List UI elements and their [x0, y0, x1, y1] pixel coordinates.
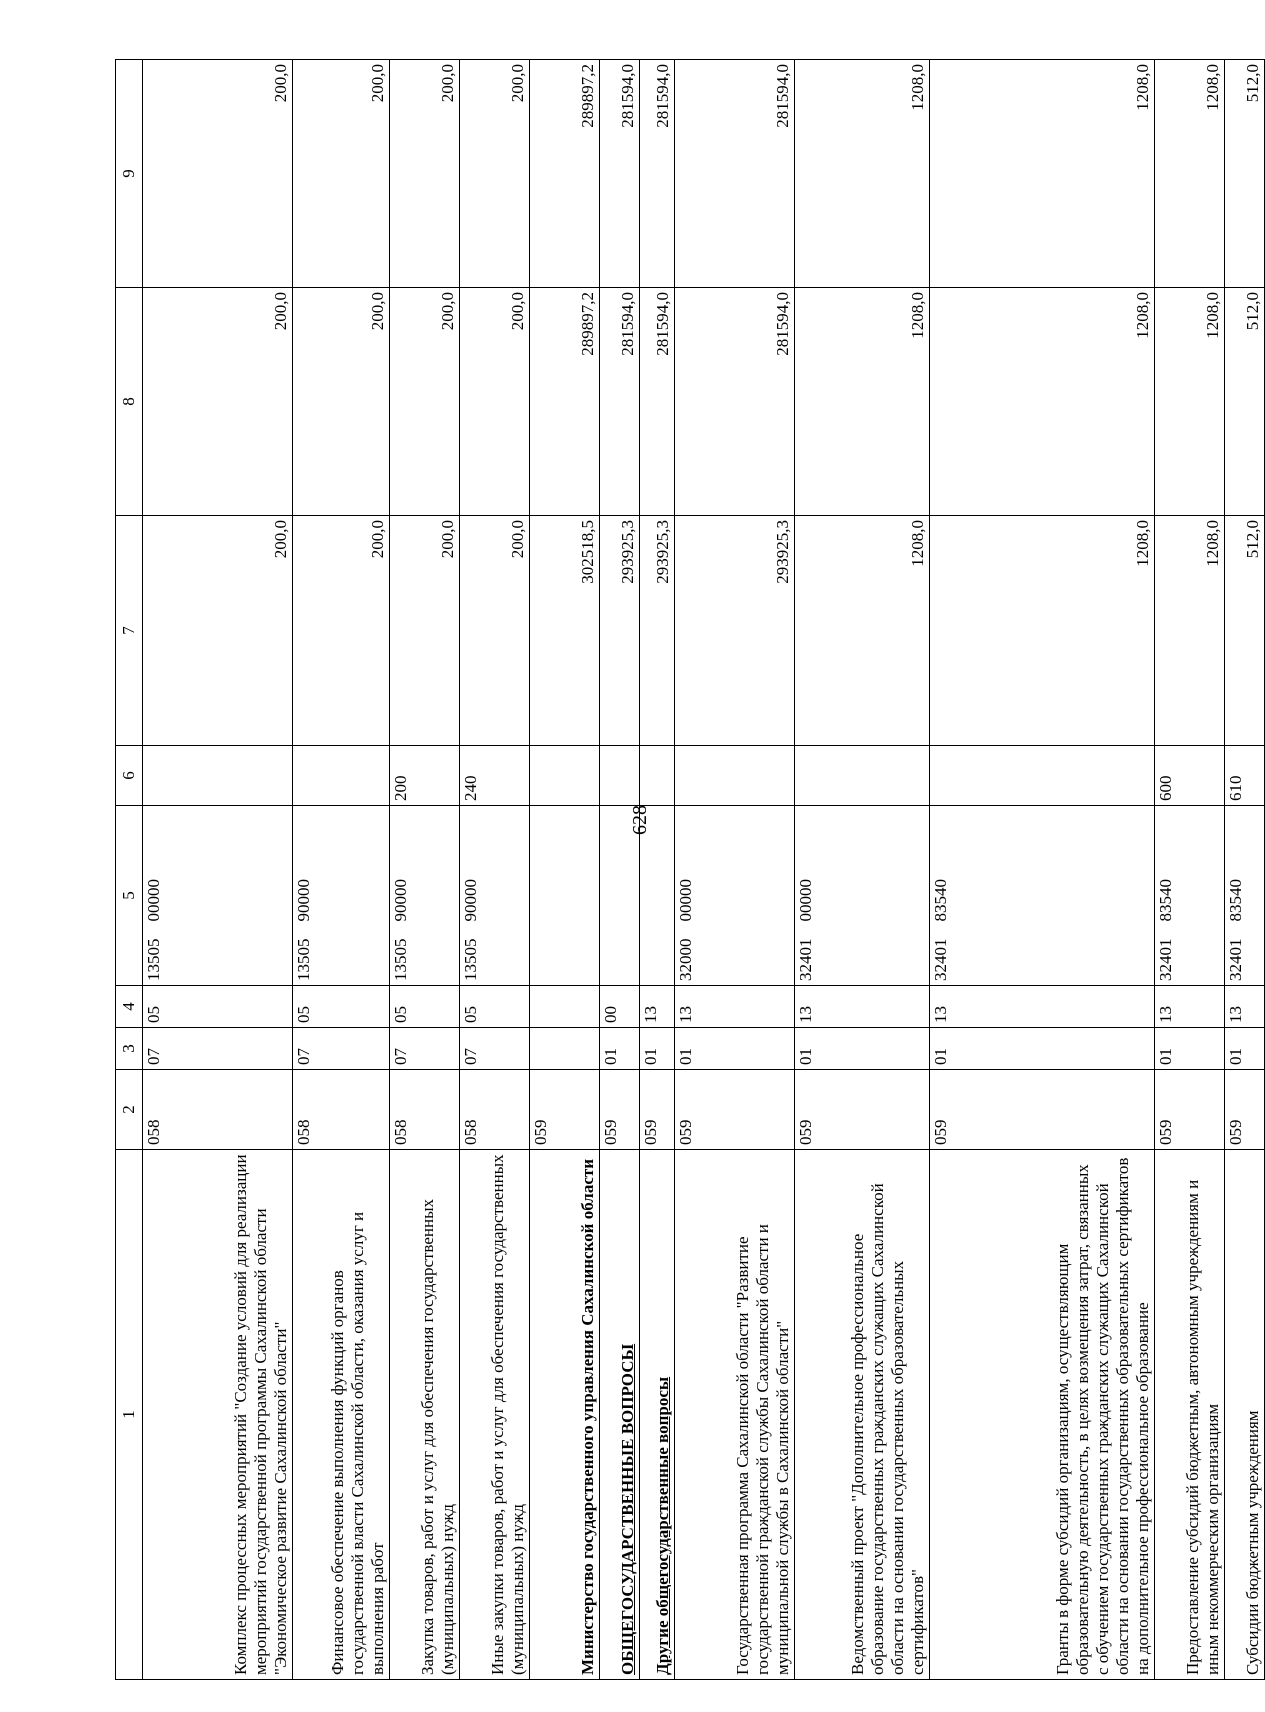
table-row: [460, 60, 530, 1680]
row-section-cell: 01: [640, 1028, 675, 1070]
column-header: 6: [116, 746, 143, 806]
column-number-row: [116, 60, 143, 1680]
row-amount-cell: 289897,2: [530, 288, 600, 516]
row-amount-cell: 293925,3: [675, 516, 795, 746]
row-amount-cell: 200,0: [293, 60, 390, 288]
row-expense-type-cell: [675, 746, 795, 806]
row-amount-cell: 281594,0: [640, 288, 675, 516]
row-subsection-cell: 13: [1225, 986, 1265, 1028]
row-name-cell: ОБЩЕГОСУДАРСТВЕННЫЕ ВОПРОСЫ: [600, 1150, 640, 1680]
row-program-cell: 32000 00000: [675, 806, 795, 986]
row-amount-cell: 1208,0: [1155, 60, 1225, 288]
row-subsection-cell: 13: [675, 986, 795, 1028]
row-code-cell: 058: [390, 1070, 460, 1150]
row-amount-cell: 281594,0: [640, 60, 675, 288]
row-code-cell: 058: [460, 1070, 530, 1150]
row-amount-cell: 1208,0: [795, 516, 930, 746]
row-amount-cell: 1208,0: [1155, 288, 1225, 516]
row-amount-cell: 200,0: [293, 288, 390, 516]
row-code-cell: 059: [600, 1070, 640, 1150]
table-row: [930, 60, 1155, 1680]
row-amount-cell: 1208,0: [795, 60, 930, 288]
row-section-cell: 01: [1225, 1028, 1265, 1070]
row-subsection-cell: 05: [390, 986, 460, 1028]
row-subsection-cell: 13: [640, 986, 675, 1028]
row-program-cell: [640, 806, 675, 986]
row-subsection-cell: 13: [795, 986, 930, 1028]
row-expense-type-cell: [930, 746, 1155, 806]
row-expense-type-cell: [795, 746, 930, 806]
row-amount-cell: 281594,0: [600, 288, 640, 516]
row-code-cell: 059: [675, 1070, 795, 1150]
row-name-cell: Иные закупки товаров, работ и услуг для обеспечения государственных (муниципальных) нужд: [460, 1150, 530, 1680]
row-expense-type-cell: [600, 746, 640, 806]
row-expense-type-cell: 610: [1225, 746, 1265, 806]
row-amount-cell: 200,0: [143, 60, 293, 288]
row-name-cell: Государственная программа Сахалинской области "Развитие государственной гражданской службы Сахалинской области и муниципальной службы в Сахалинской области": [675, 1150, 795, 1680]
row-amount-cell: 281594,0: [675, 60, 795, 288]
column-header: 4: [116, 986, 143, 1028]
table-row: [143, 60, 293, 1680]
row-program-cell: 13505 90000: [460, 806, 530, 986]
table-body: [143, 60, 1265, 1680]
row-amount-cell: 1208,0: [930, 60, 1155, 288]
row-code-cell: 059: [640, 1070, 675, 1150]
row-expense-type-cell: 200: [390, 746, 460, 806]
row-name-cell: Комплекс процессных мероприятий "Создание условий для реализации мероприятий государственной программы Сахалинской области "Экономическое развитие Сахалинской области": [143, 1150, 293, 1680]
row-name-cell: Другие общегосударственные вопросы: [640, 1150, 675, 1680]
row-amount-cell: 281594,0: [600, 60, 640, 288]
row-name-cell: Гранты в форме субсидий организациям, осуществляющим образовательную деятельность, в целях возмещения затрат, связанных с обучением государственных гражданских служащих Сахалинской области на основании государственных образовательных сертификатов на дополнительное профессиональное образование: [930, 1150, 1155, 1680]
row-amount-cell: 289897,2: [530, 60, 600, 288]
row-expense-type-cell: [640, 746, 675, 806]
row-expense-type-cell: [143, 746, 293, 806]
row-program-cell: [600, 806, 640, 986]
row-amount-cell: 200,0: [143, 288, 293, 516]
row-name-cell: Ведомственный проект "Дополнительное профессиональное образование государственных гражданских служащих Сахалинской области на основании государственных образовательных сертификатов": [795, 1150, 930, 1680]
budget-sheet: [115, 60, 1262, 1680]
row-program-cell: 32401 00000: [795, 806, 930, 986]
row-expense-type-cell: 600: [1155, 746, 1225, 806]
table-row: [795, 60, 930, 1680]
column-header: 8: [116, 288, 143, 516]
row-section-cell: 01: [600, 1028, 640, 1070]
row-amount-cell: 512,0: [1225, 60, 1265, 288]
column-header: 5: [116, 806, 143, 986]
row-amount-cell: 200,0: [143, 516, 293, 746]
row-code-cell: 059: [930, 1070, 1155, 1150]
row-amount-cell: 200,0: [460, 288, 530, 516]
row-expense-type-cell: [530, 746, 600, 806]
page-number: 628: [629, 805, 651, 835]
row-amount-cell: 293925,3: [600, 516, 640, 746]
table-row: [390, 60, 460, 1680]
row-amount-cell: 293925,3: [640, 516, 675, 746]
row-name-cell: Финансовое обеспечение выполнения функций органов государственной власти Сахалинской области, оказания услуг и выполнения работ: [293, 1150, 390, 1680]
row-subsection-cell: 05: [143, 986, 293, 1028]
row-subsection-cell: 00: [600, 986, 640, 1028]
row-amount-cell: 200,0: [390, 60, 460, 288]
row-section-cell: 07: [143, 1028, 293, 1070]
table-row: [293, 60, 390, 1680]
row-amount-cell: 281594,0: [675, 288, 795, 516]
row-code-cell: 059: [530, 1070, 600, 1150]
row-code-cell: 058: [293, 1070, 390, 1150]
column-header: 7: [116, 516, 143, 746]
row-program-cell: [530, 806, 600, 986]
row-name-cell: Предоставление субсидий бюджетным, автономным учреждениям и иным некоммерческим организациям: [1155, 1150, 1225, 1680]
row-subsection-cell: 13: [930, 986, 1155, 1028]
row-subsection-cell: 05: [293, 986, 390, 1028]
column-header: 3: [116, 1028, 143, 1070]
row-program-cell: 32401 83540: [1225, 806, 1265, 986]
table-row: [1225, 60, 1265, 1680]
row-expense-type-cell: [293, 746, 390, 806]
row-subsection-cell: [530, 986, 600, 1028]
column-header: 2: [116, 1070, 143, 1150]
row-section-cell: 01: [930, 1028, 1155, 1070]
row-code-cell: 059: [795, 1070, 930, 1150]
row-expense-type-cell: 240: [460, 746, 530, 806]
row-amount-cell: 200,0: [390, 288, 460, 516]
row-amount-cell: 1208,0: [795, 288, 930, 516]
row-amount-cell: 200,0: [460, 516, 530, 746]
row-section-cell: 07: [460, 1028, 530, 1070]
row-section-cell: 01: [795, 1028, 930, 1070]
row-amount-cell: 1208,0: [1155, 516, 1225, 746]
row-section-cell: 07: [390, 1028, 460, 1070]
row-amount-cell: 302518,5: [530, 516, 600, 746]
row-amount-cell: 512,0: [1225, 288, 1265, 516]
row-program-cell: 13505 90000: [390, 806, 460, 986]
row-program-cell: 32401 83540: [1155, 806, 1225, 986]
row-subsection-cell: 13: [1155, 986, 1225, 1028]
table-row: [530, 60, 600, 1680]
row-name-cell: Субсидии бюджетным учреждениям: [1225, 1150, 1265, 1680]
column-header: 1: [116, 1150, 143, 1680]
row-amount-cell: 200,0: [460, 60, 530, 288]
row-name-cell: Закупка товаров, работ и услуг для обеспечения государственных (муниципальных) нужд: [390, 1150, 460, 1680]
row-section-cell: 07: [293, 1028, 390, 1070]
row-section-cell: 01: [675, 1028, 795, 1070]
row-section-cell: 01: [1155, 1028, 1225, 1070]
row-amount-cell: 1208,0: [930, 516, 1155, 746]
row-subsection-cell: 05: [460, 986, 530, 1028]
row-section-cell: [530, 1028, 600, 1070]
column-header: 9: [116, 60, 143, 288]
row-amount-cell: 512,0: [1225, 516, 1265, 746]
table-row: [640, 60, 675, 1680]
row-program-cell: 13505 00000: [143, 806, 293, 986]
table-row: [1155, 60, 1225, 1680]
row-name-cell: Министерство государственного управления Сахалинской области: [530, 1150, 600, 1680]
table-row: [675, 60, 795, 1680]
row-amount-cell: 1208,0: [930, 288, 1155, 516]
row-program-cell: 13505 90000: [293, 806, 390, 986]
row-program-cell: 32401 83540: [930, 806, 1155, 986]
row-code-cell: 059: [1155, 1070, 1225, 1150]
table-row: [600, 60, 640, 1680]
row-code-cell: 059: [1225, 1070, 1265, 1150]
budget-table: [115, 59, 1265, 1680]
row-amount-cell: 200,0: [293, 516, 390, 746]
row-amount-cell: 200,0: [390, 516, 460, 746]
row-code-cell: 058: [143, 1070, 293, 1150]
